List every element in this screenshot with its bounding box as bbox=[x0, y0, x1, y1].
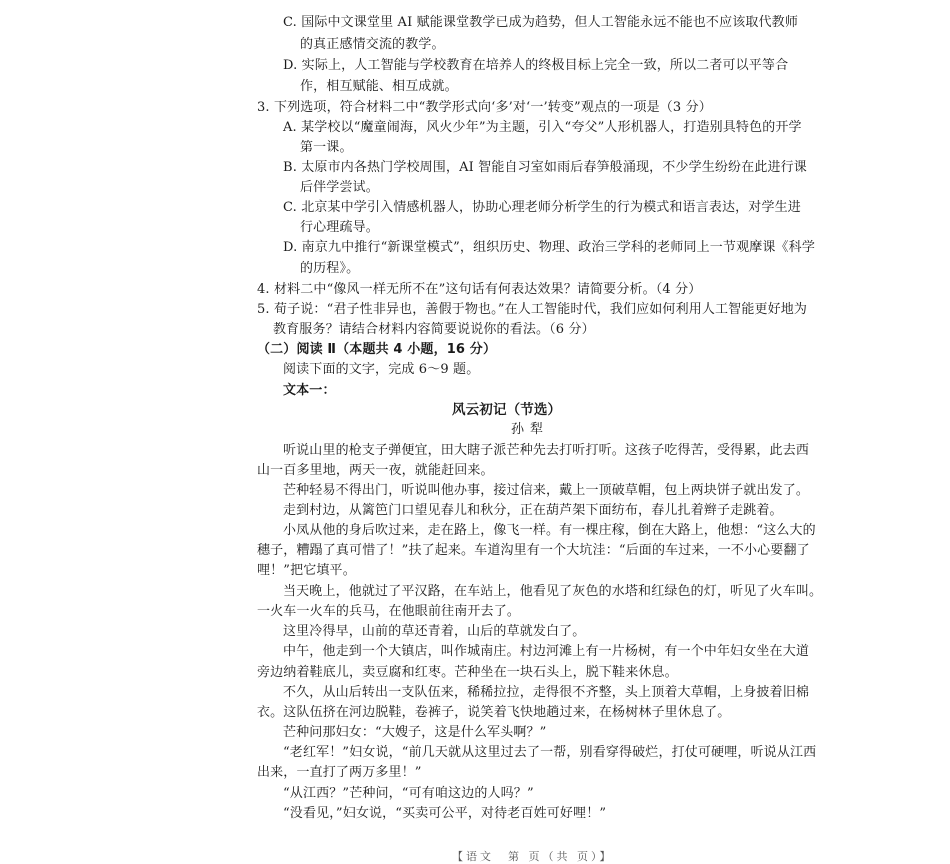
article-author: 孙犁 bbox=[511, 422, 550, 437]
q3-option-a-line1: A. 某学校以“魔童闹海，风火少年”为主题，引入“夸父”人形机器人，打造别具特色的开学 bbox=[283, 120, 802, 135]
q5-stem-line2: 教育服务？请结合材料内容简要说说你的看法。（6 分） bbox=[273, 322, 595, 337]
q3-option-b-line2: 后伴学尝试。 bbox=[300, 180, 379, 195]
article-line: “从江西？”芒种问，“可有咱这边的人吗？” bbox=[283, 786, 534, 801]
article-line: 哩！”把它填平。 bbox=[257, 563, 356, 578]
q3-option-d-line1: D. 南京九中推行“新课堂模式”，组织历史、物理、政治三学科的老师同上一节观摩课《科学 bbox=[283, 240, 815, 255]
page-footer-mark: 【语文 第 页（共 页）】 bbox=[452, 850, 614, 863]
article-line: 山一百多里地，两天一夜，就能赶回来。 bbox=[257, 463, 494, 478]
article-line: 小凤从他的身后吹过来，走在路上，像飞一样。有一棵庄稼，倒在大路上，他想：“这么大的 bbox=[283, 523, 816, 538]
q5-stem-line1: 5. 荀子说：“君子性非异也，善假于物也。”在人工智能时代，我们应如何利用人工智能更好地为 bbox=[257, 302, 808, 317]
article-line: 穗子，糟蹋了真可惜了！”扶了起来。车道沟里有一个大坑洼：“后面的车过来，一不小心要翻了 bbox=[257, 543, 810, 558]
article-line: 旁边纳着鞋底儿，卖豆腐和红枣。芒种坐在一块石头上，脱下鞋来休息。 bbox=[257, 665, 678, 680]
article-title: 风云初记（节选） bbox=[452, 402, 562, 418]
article-line: 衣。这队伍挤在河边脱鞋，卷裤子，说笑着飞快地趟过来，在杨树林子里休息了。 bbox=[257, 705, 731, 720]
article-line: 不久，从山后转出一支队伍来，稀稀拉拉，走得很不齐整，头上顶着大草帽，上身披着旧棉 bbox=[283, 685, 810, 700]
q2-option-d-line2: 作，相互赋能、相互成就。 bbox=[300, 79, 458, 94]
q2-option-c-line2: 的真正感情交流的教学。 bbox=[300, 37, 445, 52]
article-line: 芒种轻易不得出门，听说叫他办事，接过信来，戴上一顶破草帽，包上两块饼子就出发了。 bbox=[283, 483, 810, 498]
q2-option-d-line1: D. 实际上，人工智能与学校教育在培养人的终极目标上完全一致，所以二者可以平等合 bbox=[283, 58, 789, 73]
article-line: 这里冷得早，山前的草还青着，山后的草就发白了。 bbox=[283, 624, 586, 639]
q2-option-c-line1: C. 国际中文课堂里 AI 赋能课堂教学已成为趋势，但人工智能永远不能也不应该取代教师 bbox=[283, 15, 798, 30]
article-line: 芒种问那妇女：“大嫂子，这是什么军头啊？” bbox=[283, 725, 547, 740]
q4-stem: 4. 材料二中“像风一样无所不在”这句话有何表达效果？请简要分析。（4 分） bbox=[257, 282, 702, 297]
article-line: 当天晚上，他就过了平汉路，在车站上，他看见了灰色的水塔和红绿色的灯，听见了火车叫。 bbox=[283, 584, 823, 599]
q3-option-a-line2: 第一课。 bbox=[300, 140, 353, 155]
article-line: 走到村边，从篱笆门口望见春儿和秋分，正在葫芦架下面纺布，春儿扎着辫子走跳着。 bbox=[283, 503, 783, 518]
article-line: 出来，一直打了两万多里！” bbox=[257, 765, 422, 780]
q3-option-b-line1: B. 太原市内各热门学校周围，AI 智能自习室如雨后春笋般涌现，不少学生纷纷在此进行课 bbox=[283, 160, 807, 175]
article-line: “没看见，”妇女说，“买卖可公平，对待老百姓可好哩！” bbox=[283, 806, 607, 821]
article-line: 听说山里的枪支子弹便宜，田大瞎子派芒种先去打听打听。这孩子吃得苦，受得累，此去西 bbox=[283, 443, 810, 458]
q3-stem: 3. 下列选项，符合材料二中“教学形式向‘多’对‘一’转变”观点的一项是（3 分） bbox=[257, 100, 712, 115]
q3-option-c-line2: 行心理疏导。 bbox=[300, 220, 379, 235]
q3-option-c-line1: C. 北京某中学引入情感机器人，协助心理老师分析学生的行为模式和语言表达，对学生进 bbox=[283, 200, 801, 215]
text-one-label: 文本一： bbox=[283, 383, 336, 398]
article-line: 中午，他走到一个大镇店，叫作城南庄。村边河滩上有一片杨树，有一个中年妇女坐在大道 bbox=[283, 644, 810, 659]
q3-option-d-line2: 的历程》。 bbox=[300, 261, 360, 276]
article-line: 一火车一火车的兵马，在他眼前往南开去了。 bbox=[257, 604, 521, 619]
article-line: “老红军！”妇女说，“前几天就从这里过去了一帮，别看穿得破烂，打仗可硬哩，听说从江西 bbox=[283, 745, 817, 760]
section-instruction: 阅读下面的文字，完成 6～9 题。 bbox=[283, 362, 480, 377]
section-heading: （二）阅读 Ⅱ（本题共 4 小题，16 分） bbox=[257, 342, 497, 357]
